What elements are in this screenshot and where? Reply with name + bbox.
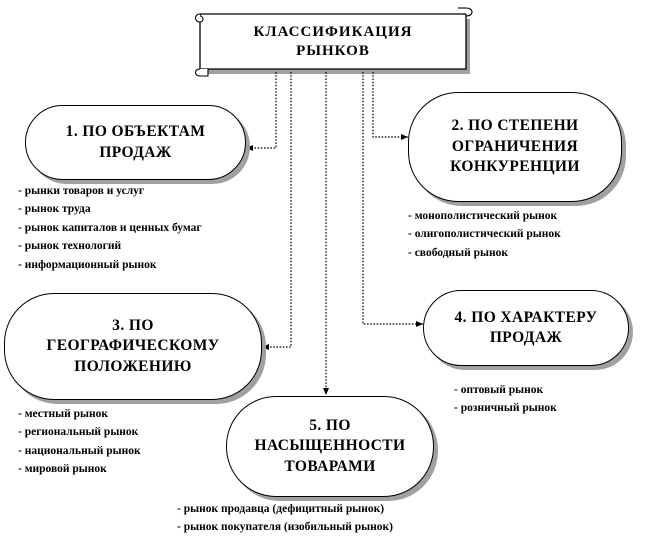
category-2-bubble [408, 92, 622, 202]
list-item: - монополистический рынок [408, 210, 558, 222]
category-4-list [454, 381, 557, 418]
list-item: - рынки товаров и услуг [18, 185, 145, 197]
title-banner [200, 14, 466, 69]
category-5-list [177, 500, 393, 537]
list-item: - местный рынок [18, 408, 109, 420]
category-2-list [408, 207, 561, 262]
title-line-2: РЫНКОВ [296, 42, 370, 59]
list-item: - рынок труда [18, 203, 91, 216]
list-item: - оптовый рынок [454, 384, 544, 396]
list-item: - рынок капиталов и ценных бумаг [18, 221, 202, 234]
list-item: - рынок технологий [18, 240, 122, 253]
list-item: - олигополистический рынок [408, 228, 561, 241]
category-3-list [18, 405, 141, 479]
list-item: - национальный рынок [18, 444, 141, 457]
category-4-bubble [423, 290, 629, 366]
category-4-label: 4. ПО ХАРАКТЕРУ ПРОДАЖ [454, 308, 598, 346]
category-1-label: 1. ПО ОБЪЕКТАМ ПРОДАЖ [65, 123, 206, 161]
list-item: - рынок продавца (дефицитный рынок) [177, 503, 385, 515]
category-1-bubble [25, 105, 246, 180]
list-item: - информационный рынок [18, 258, 157, 271]
list-item: - мировой рынок [18, 463, 107, 476]
title-line-1: КЛАССИФИКАЦИЯ [253, 23, 413, 40]
category-2-label: 2. ПО СТЕПЕНИ ОГРАНИЧЕНИЯ КОНКУРЕНЦИИ [450, 117, 580, 176]
list-item: - свободный рынок [408, 246, 509, 259]
category-3-label: 3. ПО ГЕОГРАФИЧЕСКОМУ ПОЛОЖЕНИЮ [46, 316, 220, 375]
list-item: - региональный рынок [18, 426, 139, 439]
connector-2 [373, 72, 408, 137]
connector-3 [262, 72, 291, 347]
list-item: - рынок покупателя (изобильный рынок) [177, 521, 393, 534]
connector-1 [246, 72, 276, 148]
connector-4 [363, 72, 423, 324]
category-3-bubble [4, 293, 262, 400]
category-1-list [18, 182, 202, 274]
list-item: - розничный рынок [454, 402, 557, 415]
category-5-label: 5. ПО НАСЫЩЕННОСТИ ТОВАРАМИ [254, 416, 406, 475]
category-5-bubble [226, 396, 434, 497]
